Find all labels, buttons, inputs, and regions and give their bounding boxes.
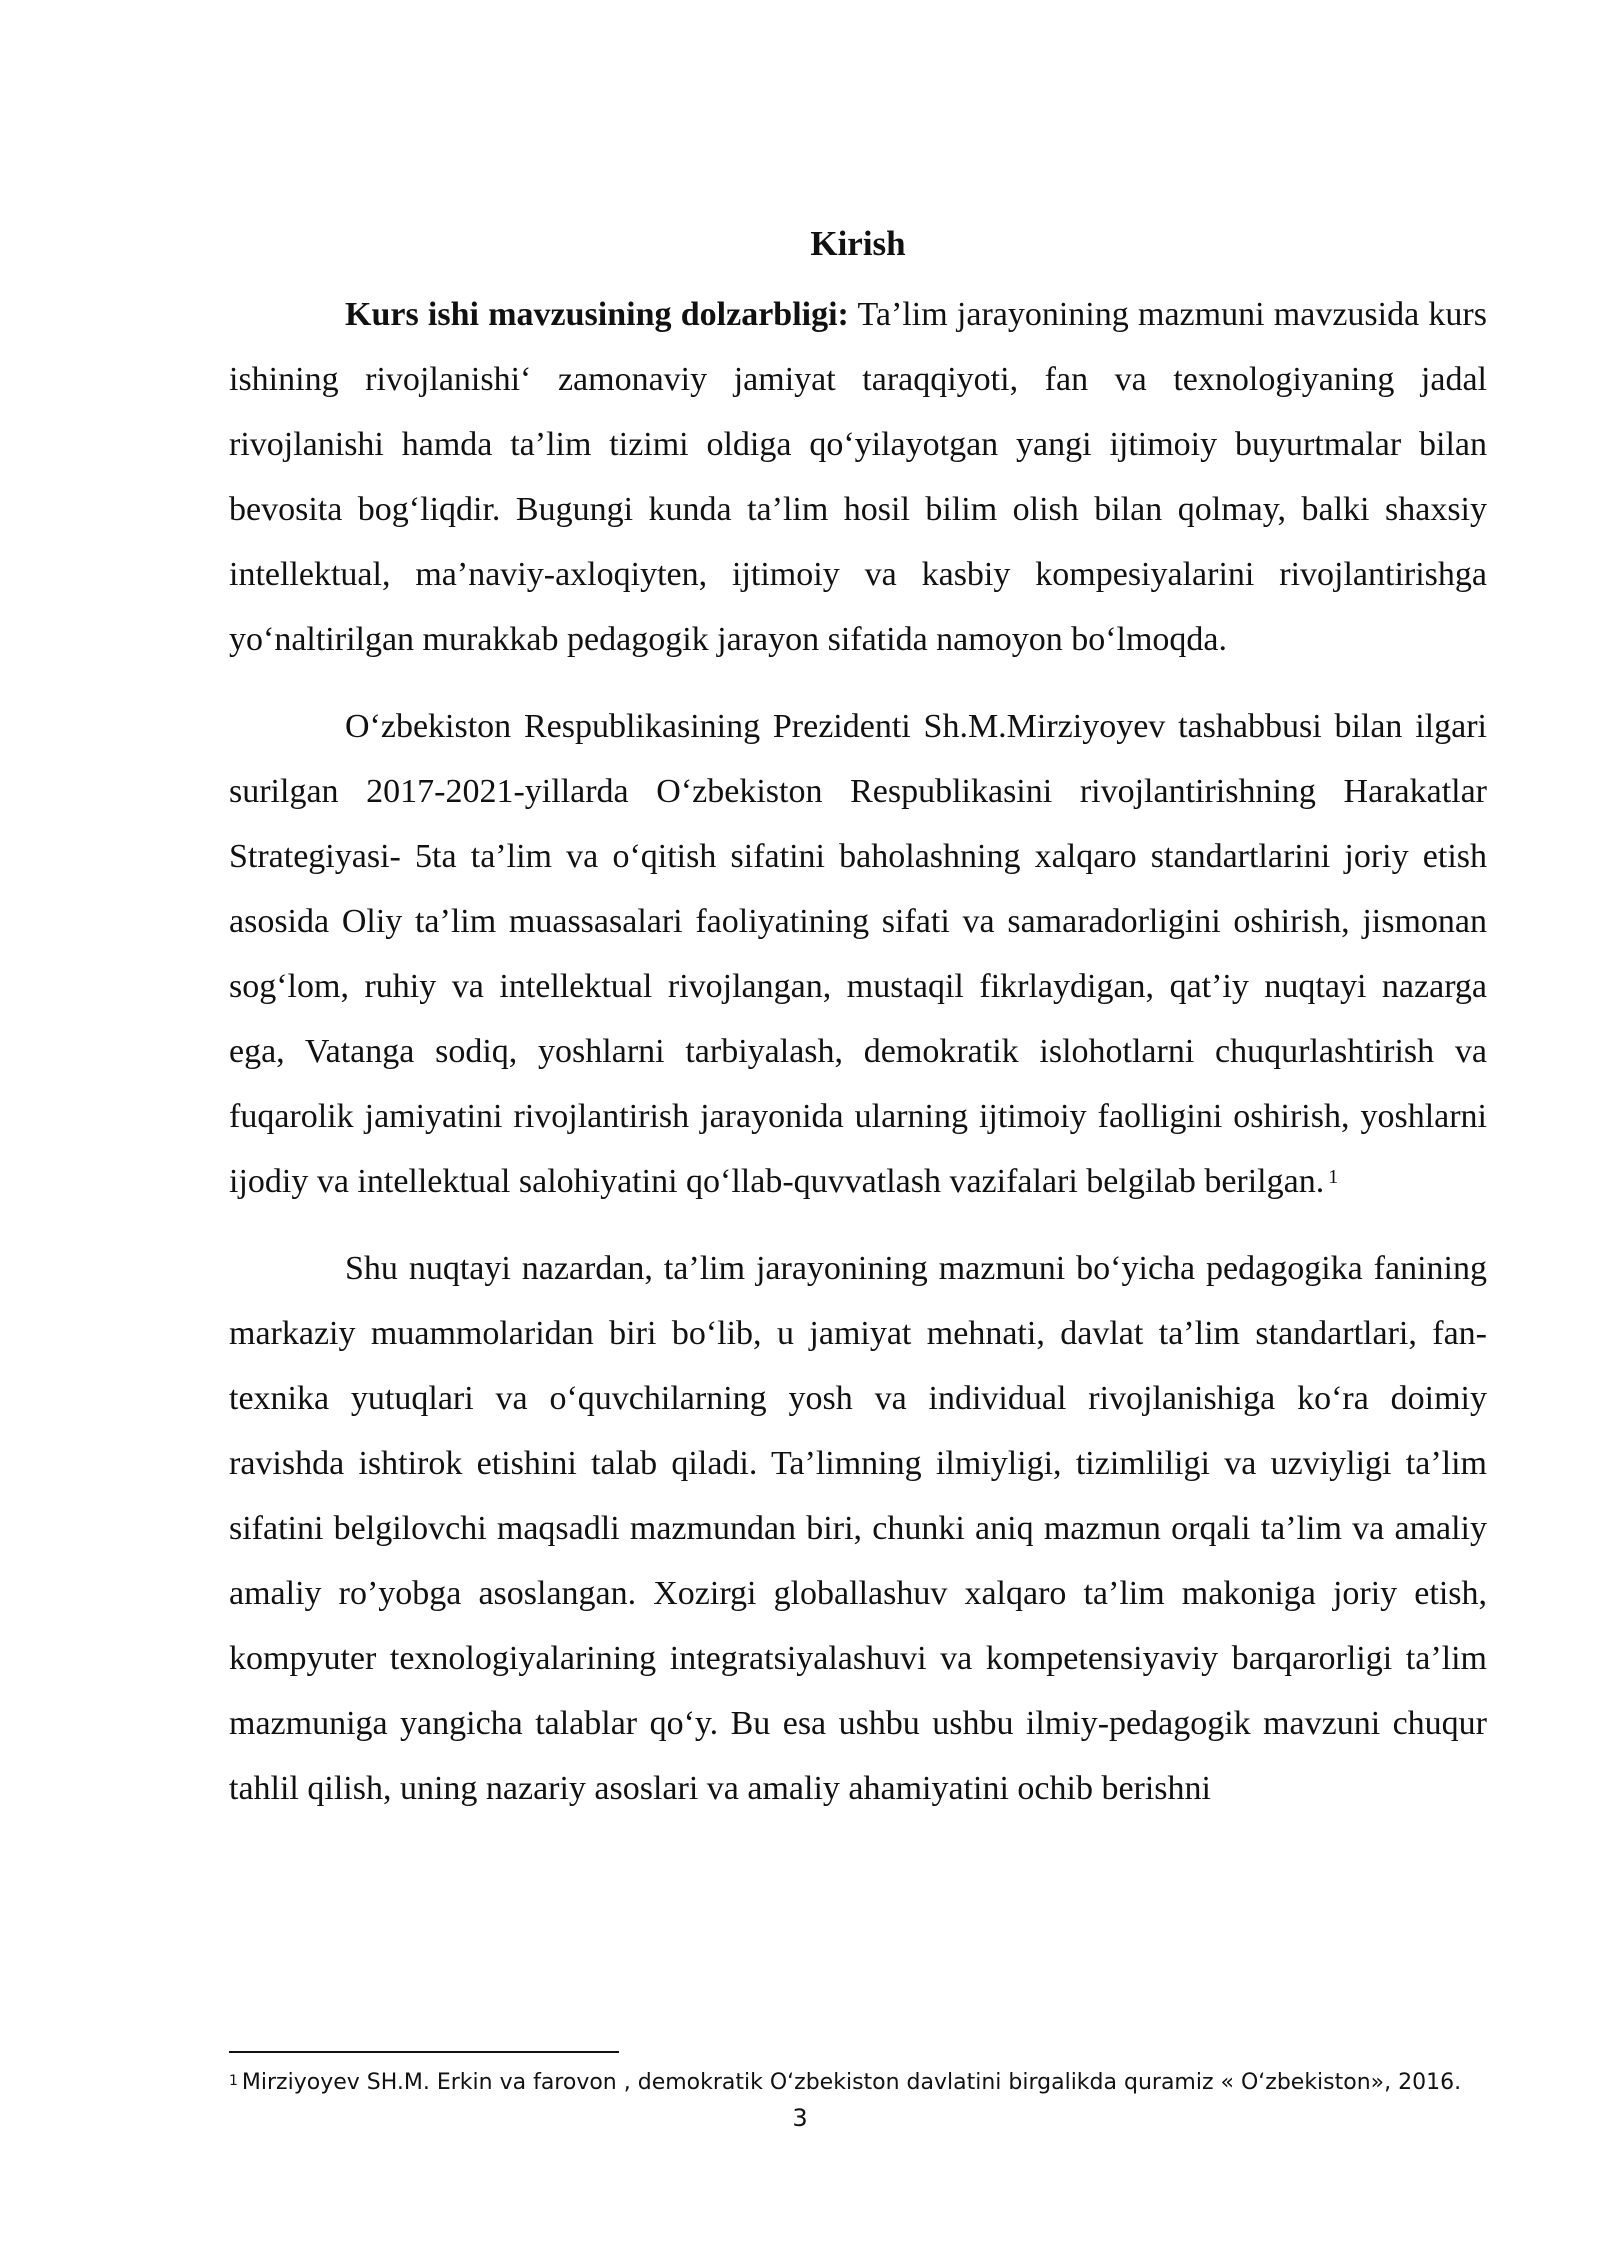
paragraph-relevance: [229, 282, 1487, 672]
footnote-reference[interactable]: 1: [1328, 1166, 1339, 1188]
paragraph-content: [229, 1236, 1487, 1821]
paragraph-lead: Kurs ishi mavzusining dolzarbligi:: [345, 296, 849, 333]
page-body: [229, 220, 1487, 1843]
section-heading: Kirish: [810, 224, 906, 263]
paragraph-strategy: [229, 694, 1487, 1214]
footnote-text: Mirziyoyev SH.M. Erkin va farovon , demokratik O‘zbekiston davlatini birgalikda quramiz « O‘zbekiston», 2016.: [241, 2070, 1462, 2095]
footnote: [229, 2068, 1529, 2098]
page-number: 3: [792, 2104, 808, 2132]
footnote-number: 1: [229, 2073, 238, 2089]
paragraph-text: Ta’lim jarayonining mazmuni mavzusida kurs ishining rivojlanishi‘ zamonaviy jamiyat taraqqiyoti, fan va texnologiyaning jadal rivojlanishi hamda ta’lim tizimi oldiga qo‘yilayotgan yangi ijtimoiy buyurtmalar bilan bevosita bog‘liqdir. Bugungi kunda ta’lim hosil bilim olish bilan qolmay, balki shaxsiy intellektual, ma’naviy-axloqiyten, ijtimoiy va kasbiy kompesiyalarini rivojlantirishga yo‘naltirilgan murakkab pedagogik jarayon sifatida namoyon bo‘lmoqda.: [229, 296, 1487, 658]
paragraph-text: Shu nuqtayi nazardan, ta’lim jarayonining mazmuni bo‘yicha pedagogika fanining markaziy muammolaridan biri bo‘lib, u jamiyat mehnati, davlat ta’lim standartlari, fan-texnika yutuqlari va o‘quvchilarning yosh va individual rivojlanishiga ko‘ra doimiy ravishda ishtirok etishini talab qiladi. Ta’limning ilmiyligi, tizimliligi va uzviyligi ta’lim sifatini belgilovchi maqsadli mazmundan biri, chunki aniq mazmun orqali ta’lim va amaliy amaliy ro’yobga asoslangan. Xozirgi globallashuv xalqaro ta’lim makoniga joriy etish, kompyuter texnologiyalarining integratsiyalashuvi va kompetensiyaviy barqarorligi ta’lim mazmuniga yangicha talablar qo‘y. Bu esa ushbu ushbu ilmiy-pedagogik mavzuni chuqur tahlil qilish, uning nazariy asoslari va amaliy ahamiyatini ochib berishni: [229, 1250, 1487, 1807]
paragraph-text: O‘zbekiston Respublikasining Prezidenti Sh.M.Mirziyoyev tashabbusi bilan ilgari surilgan 2017-2021-yillarda O‘zbekiston Respublikasini rivojlantirishning Harakatlar Strategiyasi- 5ta ta’lim va o‘qitish sifatini baholashning xalqaro standartlarini joriy etish asosida Oliy ta’lim muassasalari faoliyatining sifati va samaradorligini oshirish, jismonan sog‘lom, ruhiy va intellektual rivojlangan, mustaqil fikrlaydigan, qat’iy nuqtayi nazarga ega, Vatanga sodiq, yoshlarni tarbiyalash, demokratik islohotlarni chuqurlashtirish va fuqarolik jamiyatini rivojlantirish jarayonida ularning ijtimoiy faolligini oshirish, yoshlarni ijodiy va intellektual salohiyatini qo‘llab-quvvatlash vazifalari belgilab berilgan.: [229, 708, 1487, 1200]
footnote-separator: [229, 2051, 619, 2053]
